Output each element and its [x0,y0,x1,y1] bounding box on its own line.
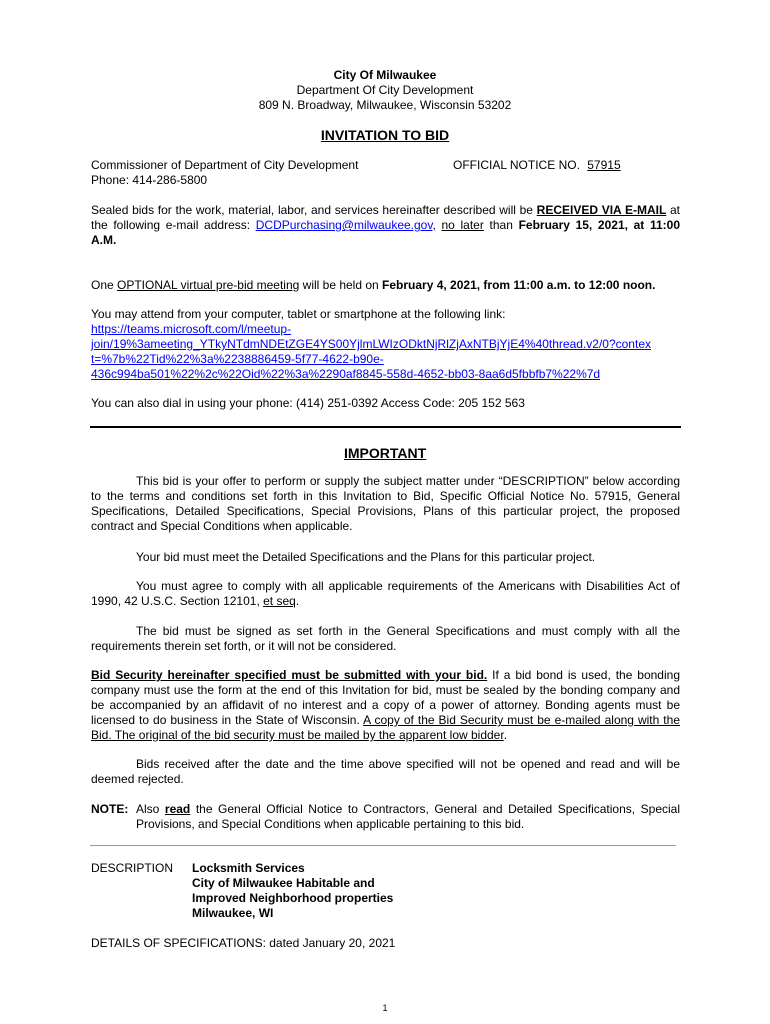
sealed-text-4: than [483,218,519,232]
prebid-paragraph [91,278,655,292]
page-number: 1 [382,1003,388,1013]
sealed-bids-paragraph [91,203,680,248]
email-link[interactable]: DCDPurchasing@milwaukee.gov [255,218,433,232]
dashed-divider [90,845,676,846]
prebid-optional: OPTIONAL virtual pre-bid meeting [117,278,300,292]
note-label: NOTE: [91,802,129,816]
attend-text: You may attend from your computer, tablet or smartphone at the following link: [91,307,506,321]
meeting-link-line[interactable]: https://teams.microsoft.com/l/meetup- [91,322,292,336]
description-line: City of Milwaukee Habitable and [192,876,375,890]
org-name: City Of Milwaukee [333,68,437,82]
sealed-text-2: at the following e-mail address: [91,203,681,232]
meeting-link[interactable] [91,322,651,382]
official-notice [453,158,647,172]
document-title: INVITATION TO BID [320,127,450,143]
sealed-text-3: , [432,218,442,232]
received-via-email: RECEIVED VIA E-MAIL [536,203,667,217]
bid-security-underlined: A copy of the Bid Security must be e-mailed along with the Bid. The original of the bid security must be mailed by the apparent low bidder [91,713,680,742]
description-line: Locksmith Services [192,861,305,875]
description-line: Milwaukee, WI [192,906,274,920]
meeting-link-line[interactable]: t=%7b%22Tid%22%3a%2238886459-5f77-4622-b90e- [91,352,384,366]
bid-security-text: If a bid bond is used, the bonding company must use the form at the end of this Invitation for bid, must be sealed by the bonding company and be accompanied by an affidavit of no interest and a copy of a power of attorney. Bonding agents must be licensed to do business in the State of Wisconsin. [91,668,680,727]
dial-in-text: You can also dial in using your phone: (414) 251-0392 Access Code: 205 152 563 [91,396,525,410]
important-heading: IMPORTANT [344,445,427,461]
department-address: 809 N. Broadway, Milwaukee, Wisconsin 53202 [258,98,512,112]
important-paragraph-2: Your bid must meet the Detailed Specifications and the Plans for this particular project. [136,550,596,564]
notice-label: OFFICIAL NOTICE NO. [453,158,580,172]
late-bids-paragraph: Bids received after the date and the time above specified will not be opened and read and will be deemed rejected. [91,757,680,786]
description-label: DESCRIPTION [91,861,174,875]
important-paragraph-1: This bid is your offer to perform or supply the subject matter under “DESCRIPTION” below according to the terms and conditions set forth in this Invitation to Bid, Specific Official Notice No. 57915, General Specifications, Detailed Specifications, Special Provisions, Plans of this particular project, the proposed contract and Special Conditions when applicable. [91,474,680,533]
commissioner-line: Commissioner of Department of City Development [91,158,359,172]
bid-security-end: . [503,728,508,742]
bid-security-paragraph [91,668,680,743]
phone-line: Phone: 414-286-5800 [91,173,208,187]
prebid-one: One [91,278,118,292]
note-text [136,802,680,832]
note-read: read [164,802,191,816]
bid-deadline: February 15, 2021, at 11:00 A.M. [91,218,681,247]
prebid-date: February 4, 2021, from 11:00 a.m. to 12:00 noon. [382,278,656,292]
ada-paragraph [91,579,680,609]
description-block [192,861,393,921]
sealed-text-1: Sealed bids for the work, material, labor, and services hereinafter described will be [91,203,537,217]
bid-security-bold: Bid Security hereinafter specified must be submitted with your bid. [91,668,488,682]
no-later-text: no later [441,218,484,232]
notice-number: 57915 [587,158,621,172]
signature-paragraph: The bid must be signed as set forth in the General Specifications and must comply with all the requirements therein set forth, or it will not be considered. [91,624,680,653]
meeting-link-line[interactable]: join/19%3ameeting_YTkyNTdmNDEtZGE4YS00YjlmLWIzODktNjRlZjAxNTBjYjE4%40thread.v2/0?contex [91,337,651,351]
description-line: Improved Neighborhood properties [192,891,394,905]
details-of-specifications: DETAILS OF SPECIFICATIONS: dated January 20, 2021 [91,936,396,950]
meeting-link-line[interactable]: 436c994ba501%22%2c%22Oid%22%3a%2290af8845-558d-4652-bb03-8aa6d5fbbfb7%22%7d [91,367,601,381]
ada-text: You must agree to comply with all applicable requirements of the Americans with Disabilities Act of 1990, 42 U.S.C. Section 12101, [91,579,680,608]
et-seq: et seq [263,594,296,608]
prebid-text: will be held on [299,278,383,292]
department-name: Department Of City Development [296,83,474,97]
note-text-a: Also [136,802,165,816]
section-divider [90,426,681,428]
note-text-b: the General Official Notice to Contractors, General and Detailed Specifications, Special Provisions, and Special Conditions when applicable pertaining to this bid. [136,802,680,831]
ada-end: . [295,594,300,608]
